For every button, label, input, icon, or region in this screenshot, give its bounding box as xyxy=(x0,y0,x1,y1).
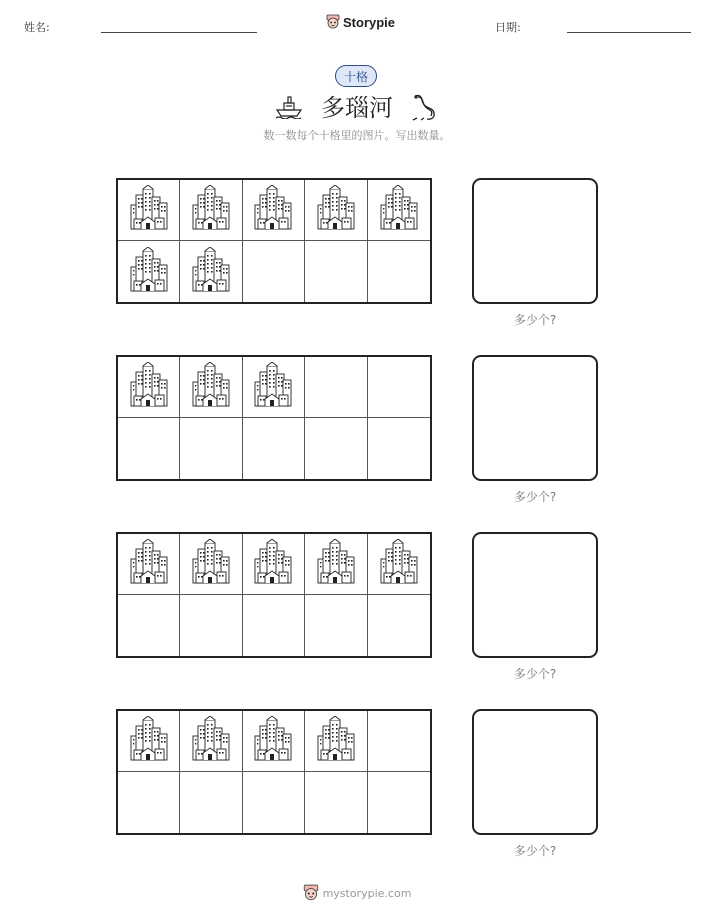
ten-frame-1 xyxy=(116,178,432,304)
footer-url[interactable]: mystorypie.com xyxy=(322,886,412,900)
city-skyline-icon xyxy=(315,539,357,589)
ten-frame-cell xyxy=(180,595,242,656)
ten-frame-cell xyxy=(368,534,430,595)
ten-frame-cell xyxy=(368,711,430,772)
ten-frame-cell xyxy=(243,772,305,833)
ten-frame-cell xyxy=(305,534,367,595)
ten-frame-cell xyxy=(243,711,305,772)
ten-frame-3 xyxy=(116,532,432,658)
ten-frame-2 xyxy=(116,355,432,481)
ten-frame-cell xyxy=(368,357,430,418)
worksheet-type-badge: 十格 xyxy=(335,65,377,87)
answer-prompt-4: 多少个? xyxy=(513,844,557,858)
ten-frame-cell xyxy=(180,357,242,418)
ten-frame-cell xyxy=(118,772,180,833)
ten-frame-cell xyxy=(118,534,180,595)
city-skyline-icon xyxy=(190,362,232,412)
city-skyline-icon xyxy=(190,247,232,297)
city-skyline-icon xyxy=(128,362,170,412)
ten-frame-cell xyxy=(118,418,180,479)
ten-frame-cell xyxy=(180,418,242,479)
river-serpent-icon xyxy=(409,92,439,122)
ten-frame-cell xyxy=(180,534,242,595)
ten-frame-cell xyxy=(243,534,305,595)
city-skyline-icon xyxy=(252,185,294,235)
ten-frame-cell xyxy=(305,357,367,418)
city-skyline-icon xyxy=(252,716,294,766)
city-skyline-icon xyxy=(190,185,232,235)
ten-frame-cell xyxy=(118,241,180,302)
answer-prompt-3: 多少个? xyxy=(513,667,557,681)
name-line[interactable] xyxy=(101,32,257,33)
brand-logo xyxy=(326,14,395,30)
answer-box-3[interactable] xyxy=(472,532,598,658)
brand-name: Storypie xyxy=(343,14,396,30)
ten-frame-cell xyxy=(305,180,367,241)
storypie-mascot-icon xyxy=(326,14,340,30)
answer-prompt-2: 多少个? xyxy=(513,490,557,504)
answer-box-4[interactable] xyxy=(472,709,598,835)
city-skyline-icon xyxy=(315,716,357,766)
ten-frame-cell xyxy=(118,180,180,241)
ten-frame-cell xyxy=(180,711,242,772)
ten-frame-cell xyxy=(368,418,430,479)
ten-frame-cell xyxy=(305,418,367,479)
city-skyline-icon xyxy=(128,247,170,297)
city-skyline-icon xyxy=(128,539,170,589)
ten-frame-cell xyxy=(368,772,430,833)
city-skyline-icon xyxy=(190,539,232,589)
city-skyline-icon xyxy=(252,539,294,589)
ten-frame-cell xyxy=(118,595,180,656)
ten-frame-cell xyxy=(118,711,180,772)
city-skyline-icon xyxy=(128,716,170,766)
ten-frame-cell xyxy=(118,357,180,418)
instructions: 数一数每个十格里的图片。写出数量。 xyxy=(263,129,451,142)
ten-frame-cell xyxy=(180,241,242,302)
page-title: 多瑙河 xyxy=(321,94,393,122)
ten-frame-4 xyxy=(116,709,432,835)
date-line[interactable] xyxy=(567,32,691,33)
ten-frame-cell xyxy=(305,772,367,833)
city-skyline-icon xyxy=(128,185,170,235)
ten-frame-cell xyxy=(368,241,430,302)
ten-frame-cell xyxy=(243,595,305,656)
ten-frame-cell xyxy=(243,418,305,479)
city-skyline-icon xyxy=(378,539,420,589)
ten-frame-cell xyxy=(180,772,242,833)
ten-frame-cell xyxy=(243,241,305,302)
city-skyline-icon xyxy=(252,362,294,412)
city-skyline-icon xyxy=(315,185,357,235)
ten-frame-cell xyxy=(305,711,367,772)
ten-frame-cell xyxy=(305,595,367,656)
city-skyline-icon xyxy=(378,185,420,235)
ten-frame-cell xyxy=(243,357,305,418)
ten-frame-cell xyxy=(305,241,367,302)
answer-box-2[interactable] xyxy=(472,355,598,481)
answer-box-1[interactable] xyxy=(472,178,598,304)
city-skyline-icon xyxy=(190,716,232,766)
storypie-mascot-icon xyxy=(303,884,319,902)
ten-frame-cell xyxy=(180,180,242,241)
name-label: 姓名: xyxy=(24,21,50,34)
date-label: 日期: xyxy=(495,21,521,34)
answer-prompt-1: 多少个? xyxy=(513,313,557,327)
ten-frame-cell xyxy=(243,180,305,241)
footer xyxy=(0,884,714,902)
ten-frame-cell xyxy=(368,180,430,241)
ten-frame-cell xyxy=(368,595,430,656)
